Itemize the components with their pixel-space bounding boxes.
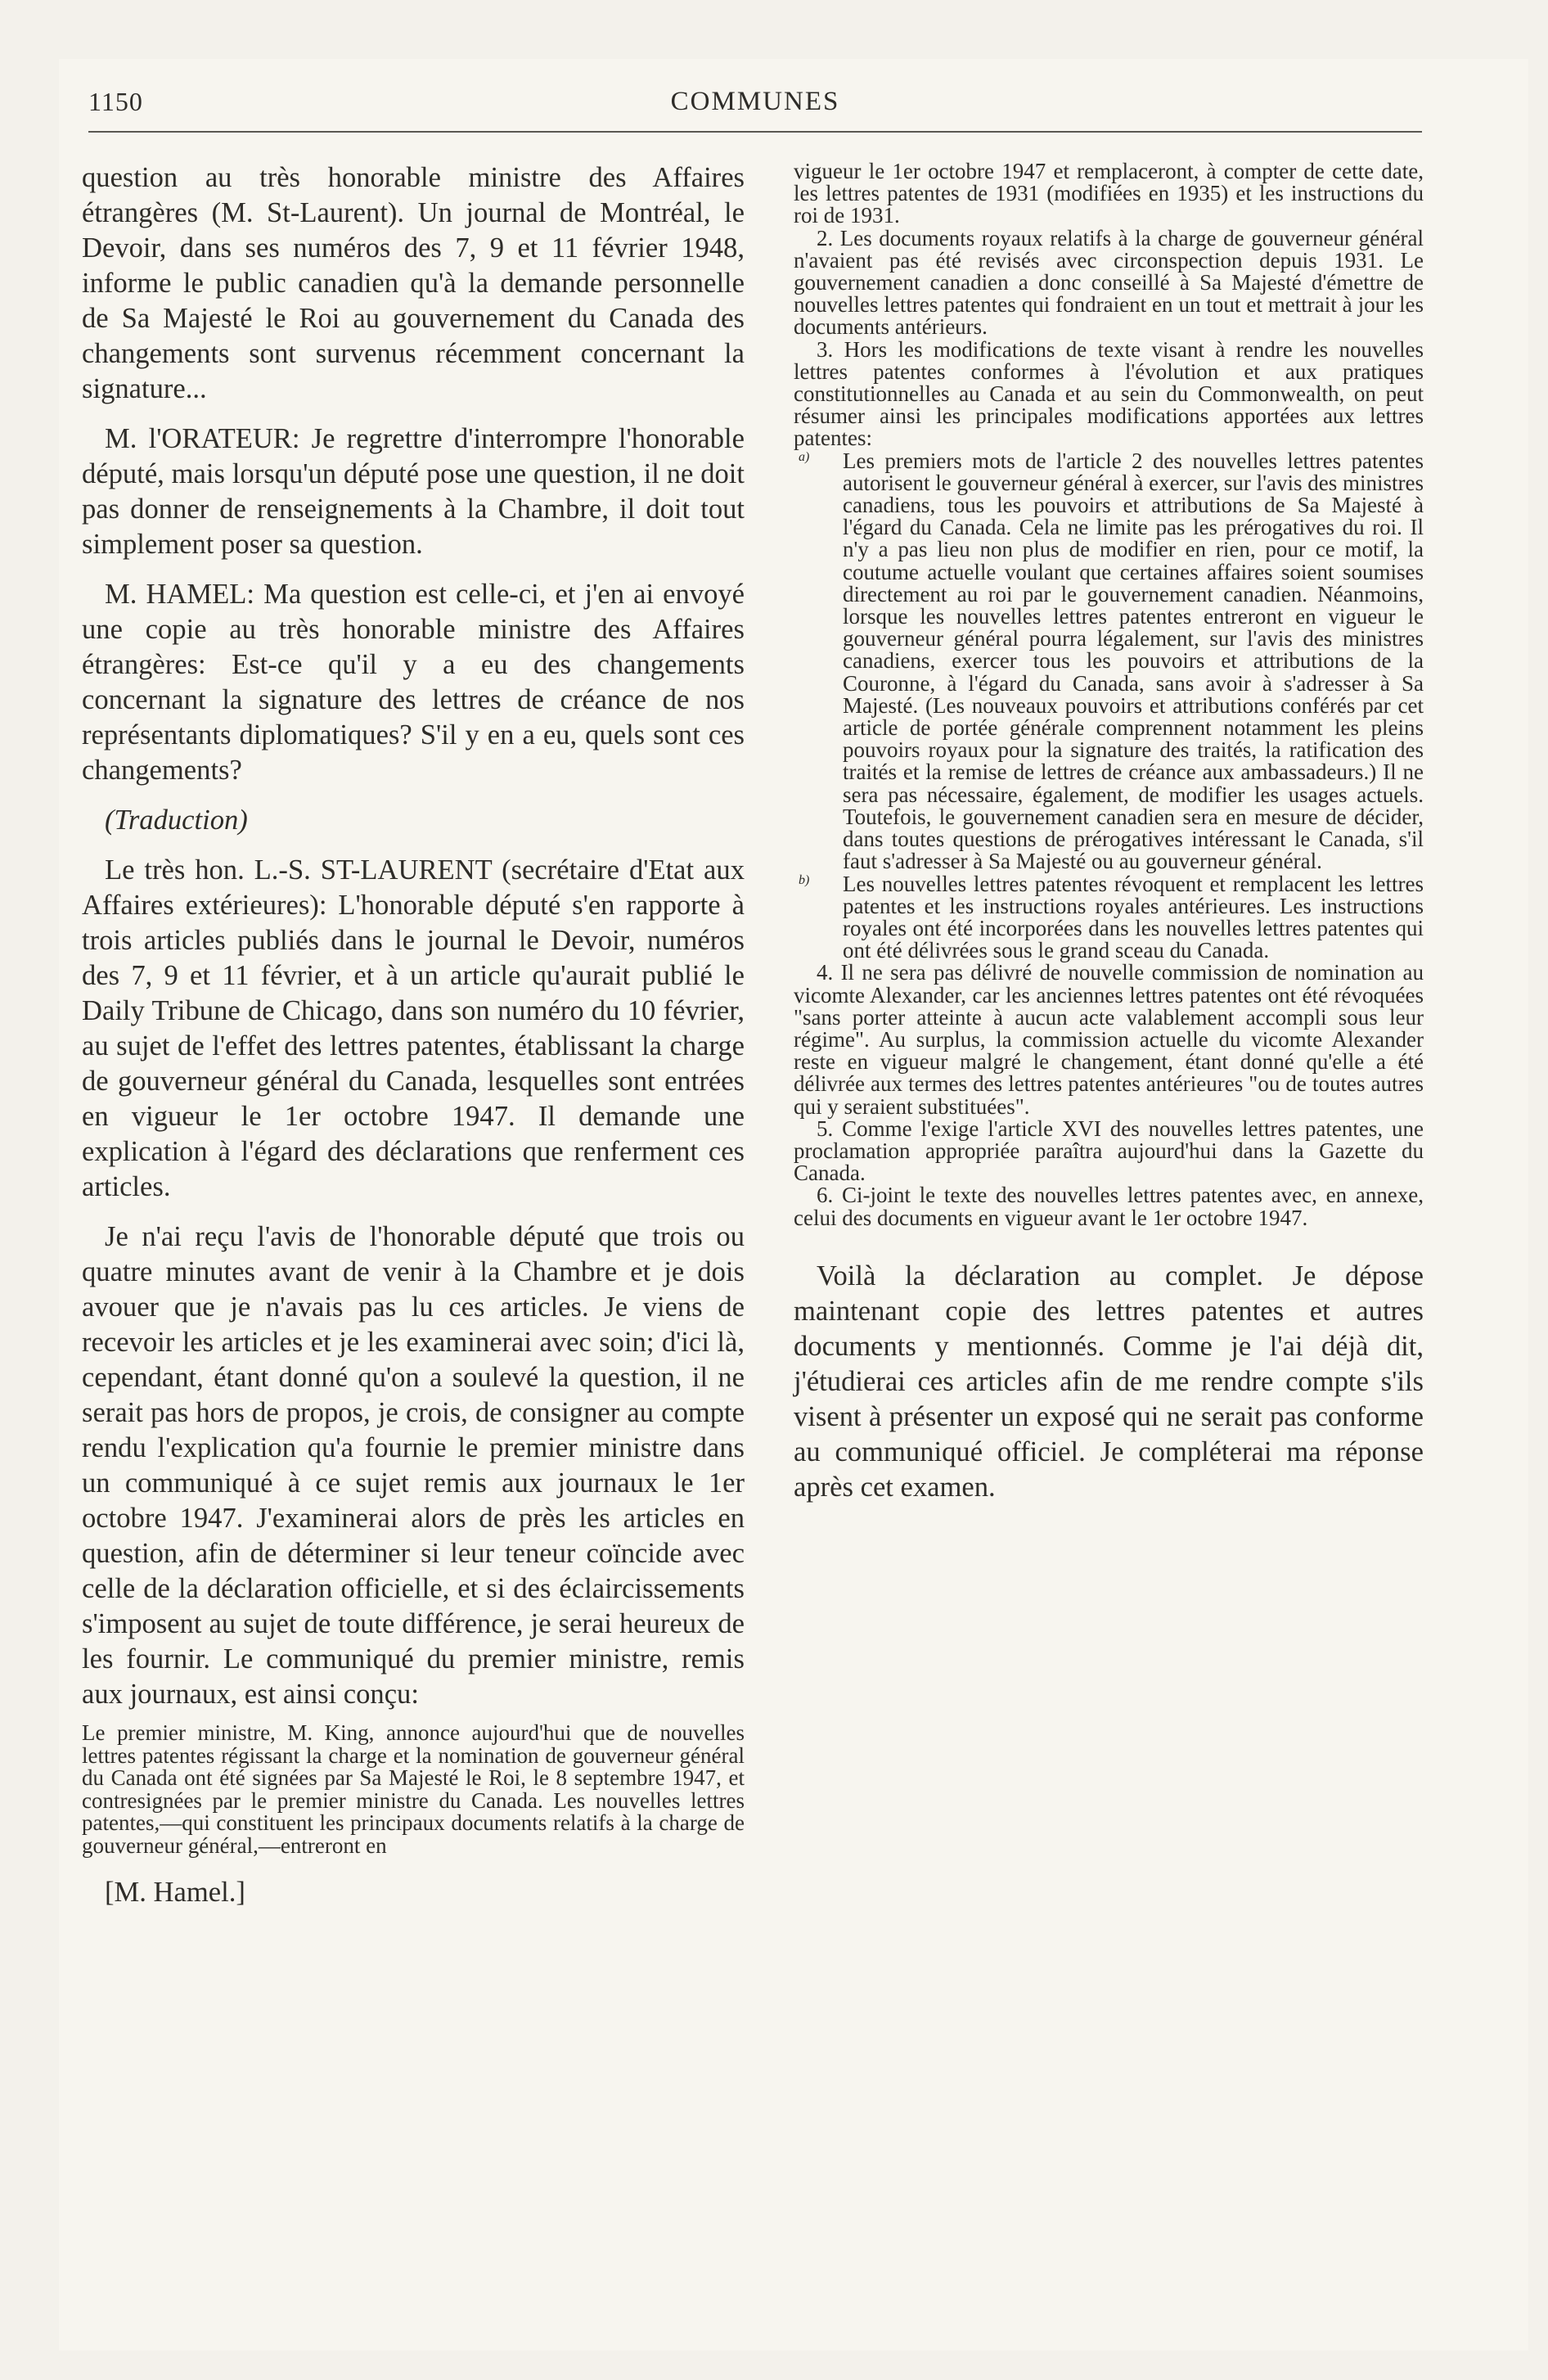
list-marker: b): [799, 872, 810, 887]
translation-label: (Traduction): [105, 805, 248, 836]
attribution: [M. Hamel.]: [105, 1877, 245, 1908]
numbered-paragraph: 4. Il ne sera pas délivré de nouvelle commission de nomination au vicomte Alexander, car les anciennes lettres patentes ont été révoquées "sans porter atteinte à aucun acte valablement accompli sous leur régime". Au surplus, la commission actuelle du vicomte Alexander reste en vigueur malgré le changement, étant donné qu'elle a été délivrée aux termes des lettres patentes antérieures "ou de toutes autres qui y seraient substituées".: [794, 960, 1424, 1119]
communique-quote: Le premier ministre, M. King, annonce aujourd'hui que de nouvelles lettres patentes régissant la charge et la nomination de gouverneur général du Canada ont été signées par Sa Majesté le Roi, le 8 septembre 1947, et contresignées par le premier ministre du Canada. Les nouvelles lettres patentes,—qui constituent les principaux documents relatifs à la charge de gouverneur général,—entreront en: [82, 1720, 745, 1858]
numbered-paragraph: 5. Comme l'exige l'article XVI des nouvelles lettres patentes, une proclamation appropriée paraîtra aujourd'hui dans la Gazette du Canada.: [794, 1116, 1424, 1186]
right-column: [794, 160, 1424, 1505]
list-item-b: [794, 873, 1424, 962]
numbered-paragraph: 2. Les documents royaux relatifs à la charge de gouverneur général n'avaient pas été revisés avec circonspection depuis 1931. Le gouvernement canadien a donc conseillé à Sa Majesté d'émettre de nouvelles lettres patentes qui fondraient en un tout et mettrait à jour les documents antérieurs.: [794, 225, 1424, 340]
page-header: [88, 82, 1422, 133]
speech-hamel: M. HAMEL: Ma question est celle-ci, et j'en ai envoyé une copie au très honorable ministre des Affaires étrangères: Est-ce qu'il y a eu des changements concernant la signature des lettres de créance de nos représentants diplomatiques? S'il y en a eu, quels sont ces changements?: [82, 579, 745, 786]
speech-st-laurent: Le très hon. L.-S. ST-LAURENT (secrétaire d'Etat aux Affaires extérieures): L'honorable député s'en rapporte à trois articles publiés dans le journal le Devoir, numéros des 7, 9 et 11 février, et à un article qu'aurait publié le Daily Tribune de Chicago, dans son numéro du 10 février, au sujet de l'effet des lettres patentes, établissant la charge de gouverneur général du Canada, lesquelles sont entrées en vigueur le 1er octobre 1947. Il demande une explication à l'égard des déclarations que renferment ces articles.: [82, 854, 745, 1202]
paragraph: Je n'ai reçu l'avis de l'honorable député que trois ou quatre minutes avant de venir à la Chambre et je dois avouer que je n'avais pas lu ces articles. Je viens de recevoir les articles et je les examinerai avec soin; d'ici là, cependant, étant donné qu'on a soulevé la question, il ne serait pas hors de propos, je crois, de consigner au compte rendu l'explication qu'a fournie le premier ministre dans un communiqué à ce sujet remis aux journaux le 1er octobre 1947. J'examinerai alors de près les articles en question, afin de déterminer si leur teneur coïncide avec celle de la déclaration officielle, et si des éclaircissements s'imposent au sujet de toute différence, je serai heureux de les fournir. Le communiqué du premier ministre, remis aux journaux, est ainsi conçu:: [82, 1221, 745, 1710]
speech-speaker: M. l'ORATEUR: Je regrettre d'interrompre l'honorable député, mais lorsqu'un député pose une question, il ne doit pas donner de renseignements à la Chambre, il doit tout simplement poser sa question.: [82, 423, 745, 560]
running-title: COMMUNES: [670, 87, 840, 116]
quote-continuation: vigueur le 1er octobre 1947 et remplaceront, à compter de cette date, les lettres patentes de 1931 (modifiées en 1935) et les instructions du roi de 1931.: [794, 159, 1424, 228]
list-marker: a): [799, 449, 810, 464]
list-item-a: [794, 450, 1424, 873]
page-number: 1150: [88, 87, 143, 116]
numbered-paragraph: 3. Hors les modifications de texte visant à rendre les nouvelles lettres patentes conformes à l'évolution et aux pratiques constitutionnelles au Canada et au sein du Commonwealth, on peut résumer ainsi les principales modifications apportées aux lettres patentes:: [794, 336, 1424, 451]
paragraph: question au très honorable ministre des Affaires étrangères (M. St-Laurent). Un journal de Montréal, le Devoir, dans ses numéros des 7, 9 et 11 février 1948, informe le public canadien qu'à la demande personnelle de Sa Majesté le Roi au gouvernement du Canada des changements sont survenus récemment concernant la signature...: [82, 162, 745, 404]
list-item-text: Les premiers mots de l'article 2 des nouvelles lettres patentes autorisent le gouverneur général à exercer, sur l'avis des ministres canadiens, tous les pouvoirs et attributions de Sa Majesté à l'égard du Canada. Cela ne limite pas les prérogatives du roi. Il n'y a pas lieu non plus de modifier en rien, pour ce motif, la coutume actuelle voulant que certaines affaires soient soumises directement au roi par le gouvernement canadien. Néanmoins, lorsque les nouvelles lettres patentes entreront en vigueur le gouverneur général pourra légalement, sur l'avis des ministres canadiens, exercer tous les pouvoirs et attributions de la Couronne, à l'égard du Canada, sans avoir à s'adresser à Sa Majesté. (Les nouveaux pouvoirs et attributions conférés par cet article de portée générale comprennent notamment les pleins pouvoirs royaux pour la signature des traités, la ratification des traités et la remise de lettres de créance aux ambassadeurs.) Il ne sera pas nécessaire, également, de modifier les usages actuels. Toutefois, le gouvernement canadien sera en mesure de décider, dans toutes questions de prérogatives intéressant le Canada, s'il faut s'adresser à Sa Majesté ou au gouverneur général.: [843, 448, 1424, 874]
left-column: [82, 160, 745, 1910]
numbered-paragraph: 6. Ci-joint le texte des nouvelles lettres patentes avec, en annexe, celui des documents en vigueur avant le 1er octobre 1947.: [794, 1183, 1424, 1230]
translation-note: [82, 803, 745, 838]
list-item-text: Les nouvelles lettres patentes révoquent et remplacent les lettres patentes et les instructions royales antérieures. Les instructions royales ont été incorporées dans les nouvelles lettres patentes qui ont été délivrées sous le grand sceau du Canada.: [843, 871, 1424, 963]
closing-statement: Voilà la déclaration au complet. Je dépose maintenant copie des lettres patentes et autres documents y mentionnés. Comme je l'ai déjà dit, j'étudierai ces articles afin de me rendre compte s'ils visent à présenter un exposé qui ne serait pas conforme au communiqué officiel. Je compléterai ma réponse après cet examen.: [794, 1260, 1424, 1503]
